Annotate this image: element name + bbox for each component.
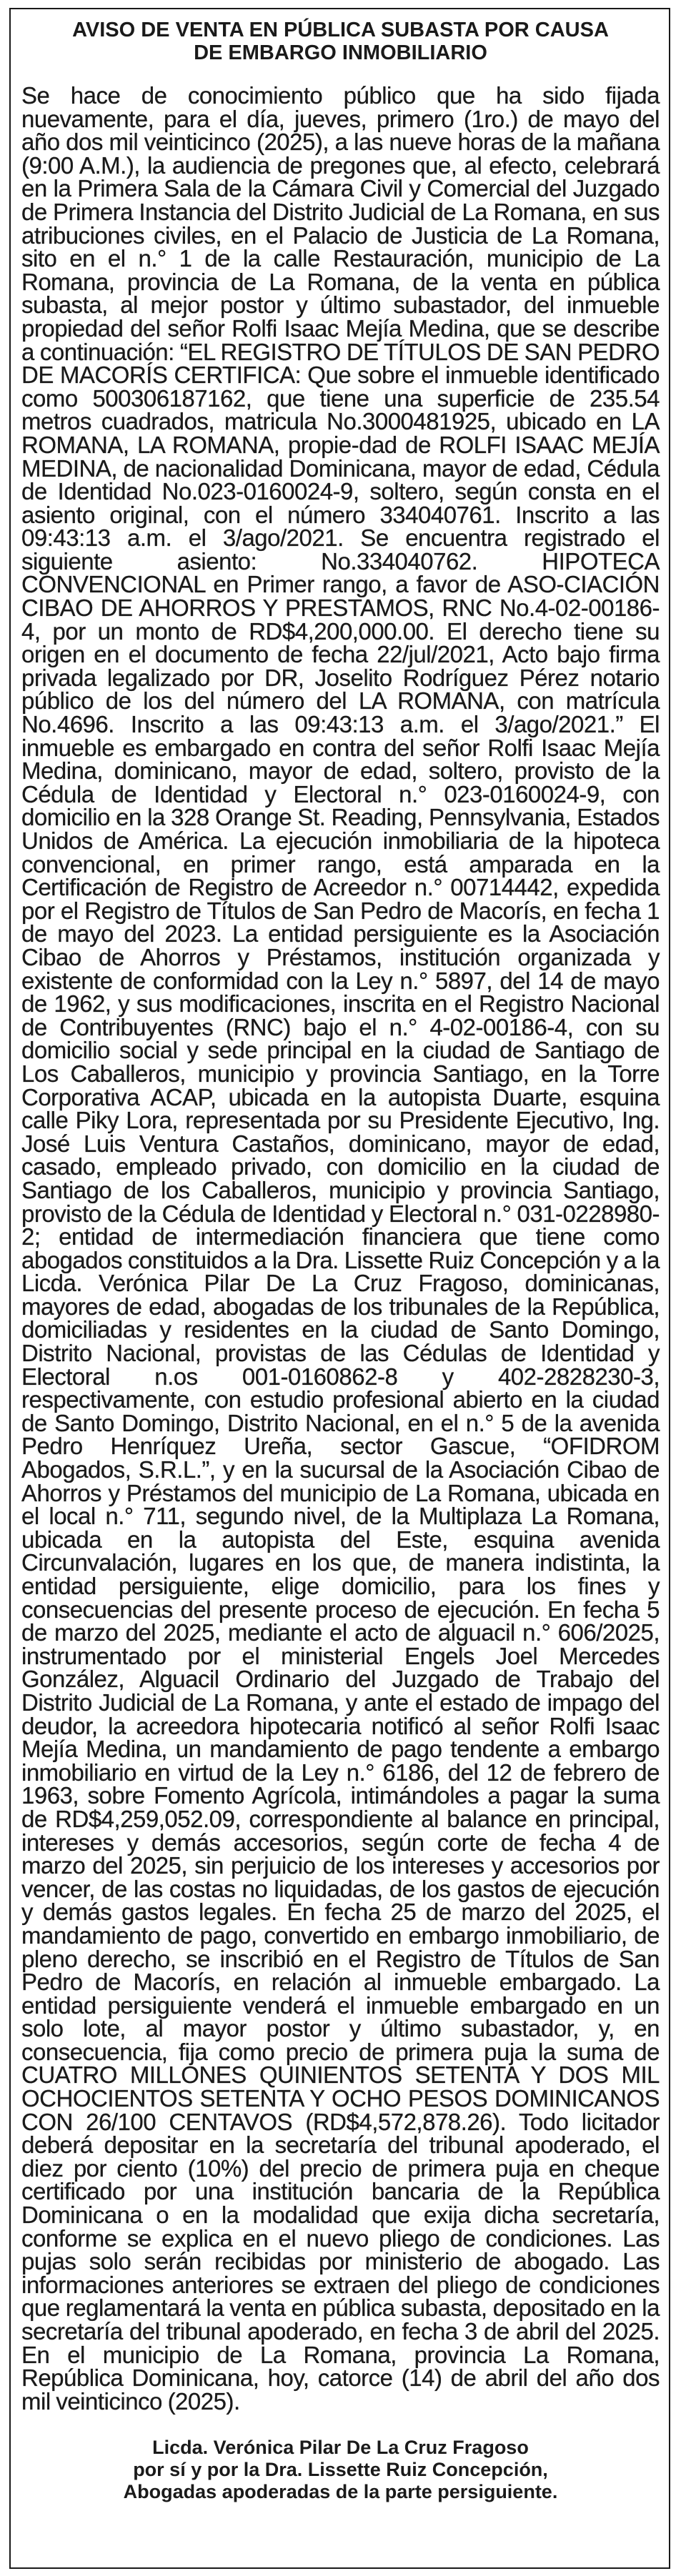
notice-title [14, 19, 667, 64]
notice-signature [14, 2437, 667, 2503]
signature-role: Abogadas apoderadas de la parte persiguiente. [123, 2481, 558, 2502]
signature-name: Licda. Verónica Pilar De La Cruz Fragoso [152, 2437, 529, 2458]
signature-on-behalf: por sí y por la Dra. Lissette Ruiz Concepción, [133, 2459, 548, 2480]
notice-title-line-2: DE EMBARGO INMOBILIARIO [194, 41, 487, 64]
notice-body: Se hace de conocimiento público que ha sido fijada nuevamente, para el día, jueves, primero (1ro.) de mayo del año dos mil veinticinco (2025), a las nueve horas de la mañana (9:00 A.M.), la audiencia de pregones que, al efecto, celebrará en la Primera Sala de la Cámara Civil y Comercial del Juzgado de Primera Instancia del Distrito Judicial de La Romana, en sus atribuciones civiles, en el Palacio de Justicia de La Romana, sito en el n.° 1 de la calle Restauración, municipio de La Romana, provincia de La Romana, de la venta en pública subasta, al mejor postor y último subastador, del inmueble propiedad del señor Rolfi Isaac Mejía Medina, que se describe a continuación: “EL REGISTRO DE TÍTULOS DE SAN PEDRO DE MACORÍS CERTIFICA: Que sobre el inmueble identificado como 500306187162, que tiene una superficie de 235.54 metros cuadrados, matricula No.3000481925, ubicado en LA ROMANA, LA ROMANA, propie-dad de ROLFI ISAAC MEJÍA MEDINA, de nacionalidad Dominicana, mayor de edad, Cédula de Identidad No.023-0160024-9, soltero, según consta en el asiento original, con el número 334040761. Inscrito a las 09:43:13 a.m. el 3/ago/2021. Se encuentra registrado el siguiente asiento: No.334040762. HIPOTECA CONVENCIONAL en Primer rango, a favor de ASO-CIACIÓN CIBAO DE AHORROS Y PRESTAMOS, RNC No.4-02-00186-4, por un monto de RD$4,200,000.00. El derecho tiene su origen en el documento de fecha 22/jul/2021, Acto bajo firma privada legalizado por DR, Joselito Rodríguez Pérez notario público de los del número del LA ROMANA, con matrícula No.4696. Inscrito a las 09:43:13 a.m. el 3/ago/2021.” El inmueble es embargado en contra del señor Rolfi Isaac Mejía Medina, dominicano, mayor de edad, soltero, provisto de la Cédula de Identidad y Electoral n.° 023-0160024-9, con domicilio en la 328 Orange St. Reading, Pennsylvania, Estados Unidos de América. La ejecución inmobiliaria de la hipoteca convencional, en primer rango, está amparada en la Certificación de Registro de Acreedor n.° 00714442, expedida por el Registro de Títulos de San Pedro de Macorís, en fecha 1 de mayo del 2023. La entidad persiguiente es la Asociación Cibao de Ahorros y Préstamos, institución organizada y existente de conformidad con la Ley n.° 5897, del 14 de mayo de 1962, y sus modificaciones, inscrita en el Registro Nacional de Contribuyentes (RNC) bajo el n.° 4-02-00186-4, con su domicilio social y sede principal en la ciudad de Santiago de Los Caballeros, municipio y provincia Santiago, en la Torre Corporativa ACAP, ubicada en la autopista Duarte, esquina calle Piky Lora, representada por su Presidente Ejecutivo, Ing. José Luis Ventura Castaños, dominicano, mayor de edad, casado, empleado privado, con domicilio en la ciudad de Santiago de los Caballeros, municipio y provincia Santiago, provisto de la Cédula de Identidad y Electoral n.° 031-0228980-2; entidad de intermediación financiera que tiene como abogados constituidos a la Dra. Lissette Ruiz Concepción y a la Licda. Verónica Pilar De La Cruz Fragoso, dominicanas, mayores de edad, abogadas de los tribunales de la República, domiciliadas y residentes en la ciudad de Santo Domingo, Distrito Nacional, provistas de las Cédulas de Identidad y Electoral n.os 001-0160862-8 y 402-2828230-3, respectivamente, con estudio profesional abierto en la ciudad de Santo Domingo, Distrito Nacional, en el n.° 5 de la avenida Pedro Henríquez Ureña, sector Gascue, “OFIDROM Abogados, S.R.L.”, y en la sucursal de la Asociación Cibao de Ahorros y Préstamos del municipio de La Romana, ubicada en el local n.° 711, segundo nivel, de la Multiplaza La Romana, ubicada en la autopista del Este, esquina avenida Circunvalación, lugares en los que, de manera indistinta, la entidad persiguiente, elige domicilio, para los fines y consecuencias del presente proceso de ejecución. En fecha 5 de marzo del 2025, mediante el acto de alguacil n.° 606/2025, instrumentado por el ministerial Engels Joel Mercedes González, Alguacil Ordinario del Juzgado de Trabajo del Distrito Judicial de La Romana, y ante el estado de impago del deudor, la acreedora hipotecaria notificó al señor Rolfi Isaac Mejía Medina, un mandamiento de pago tendente a embargo inmobiliario en virtud de la Ley n.° 6186, del 12 de febrero de 1963, sobre Fomento Agrícola, intimándoles a pagar la suma de RD$4,259,052.09, correspondiente al balance en principal, intereses y demás accesorios, según corte de fecha 4 de marzo del 2025, sin perjuicio de los intereses y accesorios por vencer, de las costas no liquidadas, de los gastos de ejecución y demás gastos legales. En fecha 25 de marzo del 2025, el mandamiento de pago, convertido en embargo inmobiliario, de pleno derecho, se inscribió en el Registro de Títulos de San Pedro de Macorís, en relación al inmueble embargado. La entidad persiguiente venderá el inmueble embargado en un solo lote, al mayor postor y último subastador, y, en consecuencia, fija como precio de primera puja la suma de CUATRO MILLONES QUINIENTOS SETENTA Y DOS MIL OCHOCIENTOS SETENTA Y OCHO PESOS DOMINICANOS CON 26/100 CENTAVOS (RD$4,572,878.26). Todo licitador deberá depositar en la secretaría del tribunal apoderado, el diez por ciento (10%) del precio de primera puja en cheque certificado por una institución bancaria de la República Dominicana o en la modalidad que exija dicha secretaría, conforme se explica en el nuevo pliego de condiciones. Las pujas solo serán recibidas por ministerio de abogado. Las informaciones anteriores se extraen del pliego de condiciones que reglamentará la venta en pública subasta, depositado en la secretaría del tribunal apoderado, en fecha 3 de abril del 2025. En el municipio de La Romana, provincia La Romana, República Dominicana, hoy, catorce (14) de abril del año dos mil veinticinco (2025). [21, 82, 660, 2415]
notice-title-line-1: AVISO DE VENTA EN PÚBLICA SUBASTA POR CAUSA [72, 19, 609, 41]
